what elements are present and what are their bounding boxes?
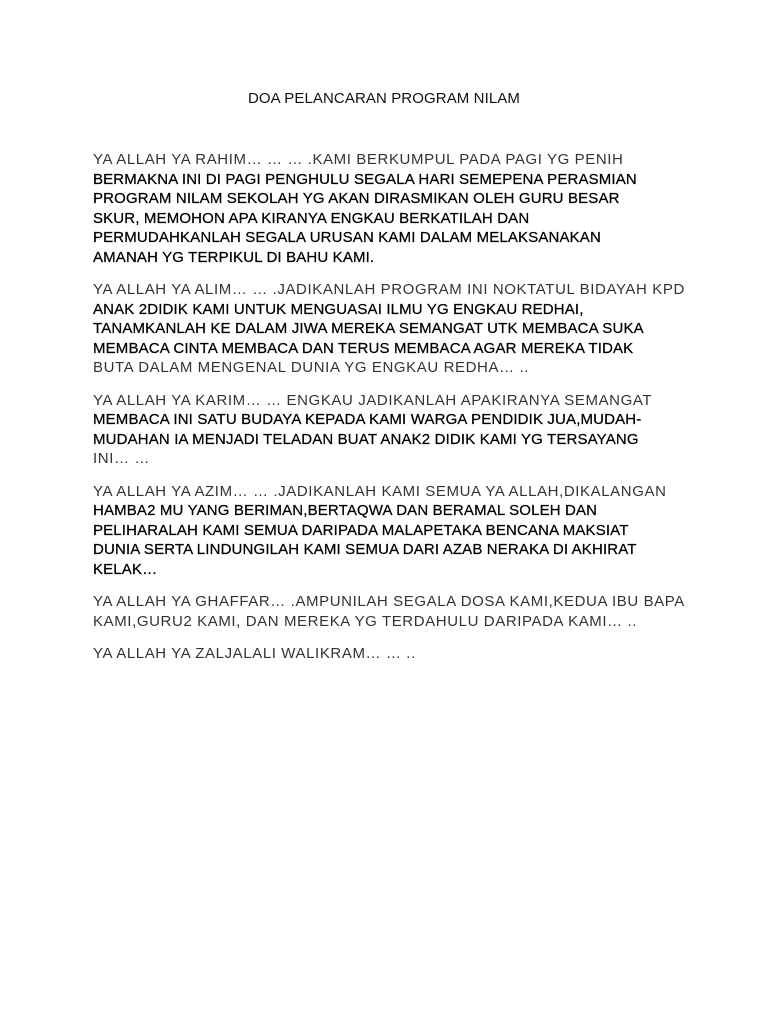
text-line: YA ALLAH YA KARIM… … ENGKAU JADIKANLAH APAKIRANYA SEMANGAT: [93, 391, 653, 409]
text-line: MUDAHAN IA MENJADI TELADAN BUAT ANAK2 DIDIK KAMI YG TERSAYANG: [93, 430, 639, 448]
text-line: AMANAH YG TERPIKUL DI BAHU KAMI.: [93, 248, 375, 266]
text-line: YA ALLAH YA ALIM… … .JADIKANLAH PROGRAM INI NOKTATUL BIDAYAH KPD: [93, 281, 685, 298]
text-line: YA ALLAH YA AZIM… … .JADIKANLAH KAMI SEMUA YA ALLAH,DIKALANGAN: [93, 482, 667, 500]
text-line: PELIHARALAH KAMI SEMUA DARIPADA MALAPETAKA BENCANA MAKSIAT: [93, 521, 629, 539]
text-line: YA ALLAH YA RAHIM… … … .KAMI BERKUMPUL PADA PAGI YG PENIH: [93, 151, 624, 168]
paragraph: [93, 280, 693, 378]
text-line: ANAK 2DIDIK KAMI UNTUK MENGUASAI ILMU YG ENGKAU REDHAI,: [93, 300, 584, 318]
text-line: MEMBACA CINTA MEMBACA DAN TERUS MEMBACA AGAR MEREKA TIDAK: [93, 339, 634, 357]
document-title: DOA PELANCARAN PROGRAM NILAM: [247, 90, 521, 107]
text-line: BERMAKNA INI DI PAGI PENGHULU SEGALA HARI SEMEPENA PERASMIAN: [93, 170, 637, 188]
text-line: MEMBACA INI SATU BUDAYA KEPADA KAMI WARGA PENDIDIK JUA,MUDAH-: [93, 411, 642, 428]
text-line: DUNIA SERTA LINDUNGILAH KAMI SEMUA DARI AZAB NERAKA DI AKHIRAT: [93, 541, 637, 558]
paragraph: [93, 482, 693, 580]
document-body: [93, 150, 693, 677]
paragraph: [93, 391, 693, 469]
text-line: SKUR, MEMOHON APA KIRANYA ENGKAU BERKATILAH DAN: [93, 209, 530, 227]
text-line: KAMI,GURU2 KAMI, DAN MEREKA YG TERDAHULU DARIPADA KAMI… ..: [93, 612, 638, 630]
paragraph: [93, 644, 693, 664]
text-line: PERMUDAHKANLAH SEGALA URUSAN KAMI DALAM MELAKSANAKAN: [93, 229, 601, 246]
paragraph: [93, 150, 693, 267]
text-line: YA ALLAH YA GHAFFAR… .AMPUNILAH SEGALA DOSA KAMI,KEDUA IBU BAPA: [93, 593, 685, 610]
text-line: KELAK…: [93, 560, 158, 578]
text-line: TANAMKANLAH KE DALAM JIWA MEREKA SEMANGAT UTK MEMBACA SUKA: [93, 320, 644, 337]
paragraph: [93, 592, 693, 631]
text-line: INI… …: [93, 450, 150, 467]
text-line: YA ALLAH YA ZALJALALI WALIKRAM… … ..: [93, 645, 416, 662]
text-line: HAMBA2 MU YANG BERIMAN,BERTAQWA DAN BERAMAL SOLEH DAN: [93, 502, 598, 519]
text-line: BUTA DALAM MENGENAL DUNIA YG ENGKAU REDHA… ..: [93, 359, 529, 376]
text-line: PROGRAM NILAM SEKOLAH YG AKAN DIRASMIKAN OLEH GURU BESAR: [93, 190, 620, 207]
